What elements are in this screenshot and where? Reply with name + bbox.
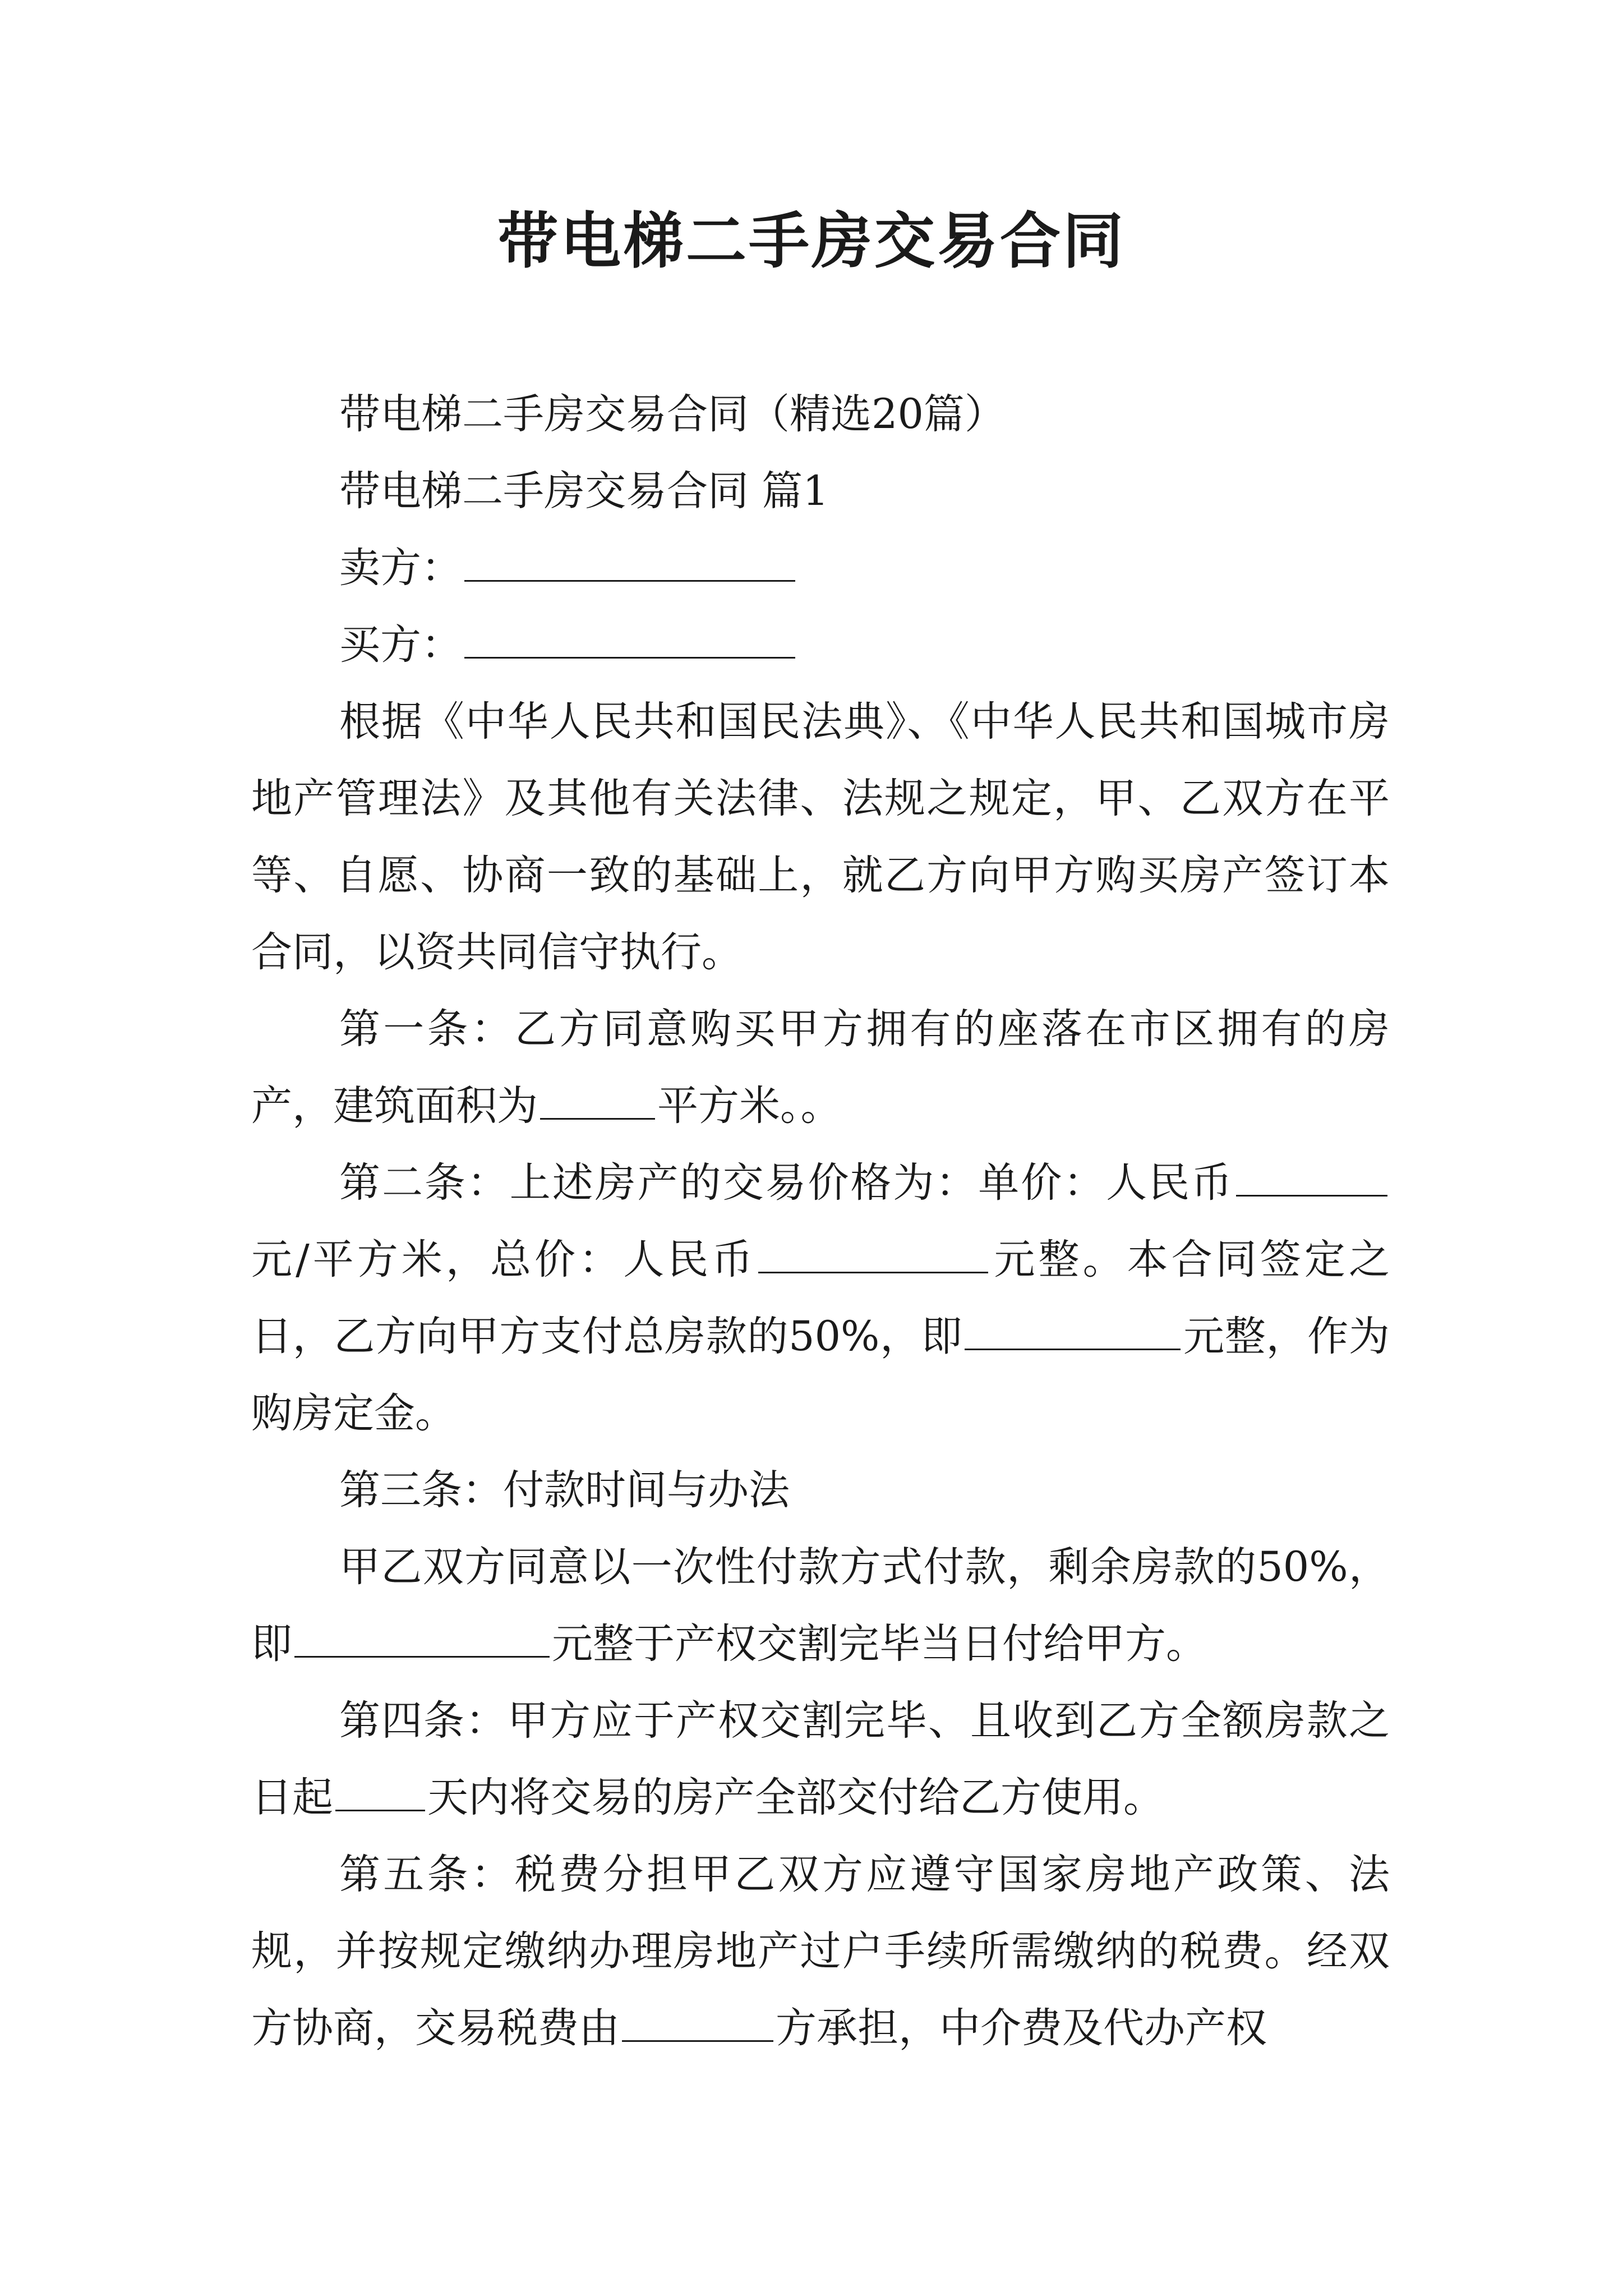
article-2-text-a: 第二条：上述房产的交易价格为：单价：人民币: [339, 1159, 1234, 1207]
article-4-text-b: 天内将交易的房产全部交付给乙方使用。: [427, 1774, 1164, 1821]
deposit-blank: [965, 1314, 1181, 1350]
document-title: 带电梯二手房交易合同: [497, 206, 1126, 277]
article-5-text-a: 第五条：税费分担甲乙双方应遵守国家房地产政策、法规，并按规定缴纳办理房地产过户手续所需缴纳的税费。经双方协商，交易税费由: [251, 1851, 1390, 2052]
seller-line: [251, 530, 1390, 606]
buyer-blank: [464, 622, 795, 659]
document-subtitle: 带电梯二手房交易合同（精选20篇）: [339, 390, 1006, 438]
buyer-label: 买方：: [339, 621, 462, 669]
document-body: [251, 376, 1390, 2067]
article-2-text-b: 元/平方米，总价：人民币: [251, 1236, 757, 1283]
article-5: [251, 1836, 1390, 2067]
area-blank: [540, 1083, 655, 1120]
unit-price-blank: [1236, 1160, 1387, 1197]
article-5-text-b: 方承担，中介费及代办产权: [776, 2004, 1267, 2052]
intro-paragraph: 根据《中华人民共和国民法典》、《中华人民共和国城市房地产管理法》及其他有关法律、法规之规定，甲、乙双方在平等、自愿、协商一致的基础上，就乙方向甲方购买房产签订本合同，以资共同信守执行。: [251, 698, 1390, 976]
section-heading: 带电梯二手房交易合同 篇1: [339, 467, 829, 515]
article-2-text-d: 元整，作为购房定金。: [251, 1313, 1390, 1437]
article-2-text-c: 元整。本合同签定之日，乙方向甲方支付总房款的50%，即: [251, 1236, 1390, 1360]
article-2: [251, 1144, 1390, 1452]
days-blank: [335, 1775, 425, 1811]
article-1: [251, 991, 1390, 1144]
article-1-text-b: 平方米。。: [657, 1082, 842, 1130]
payment-paragraph: [251, 1529, 1390, 1682]
article-1-text-a: 第一条：乙方同意购买甲方拥有的座落在市区拥有的房产，建筑面积为: [251, 1005, 1390, 1130]
buyer-line: [251, 606, 1390, 683]
seller-blank: [464, 545, 795, 582]
article-4: [251, 1682, 1390, 1836]
total-price-blank: [758, 1237, 988, 1273]
tax-party-blank: [622, 2005, 773, 2042]
remaining-payment-blank: [294, 1621, 550, 1658]
payment-text-b: 元整于产权交割完毕当日付给甲方。: [552, 1620, 1207, 1668]
seller-label: 卖方：: [339, 544, 462, 592]
article-4-text-a: 第四条：甲方应于产权交割完毕、且收到乙方全额房款之日起: [251, 1697, 1390, 1821]
article-3: 第三条：付款时间与办法: [339, 1466, 790, 1514]
payment-text-a: 甲乙双方同意以一次性付款方式付款，剩余房款的50%，即: [251, 1543, 1390, 1668]
